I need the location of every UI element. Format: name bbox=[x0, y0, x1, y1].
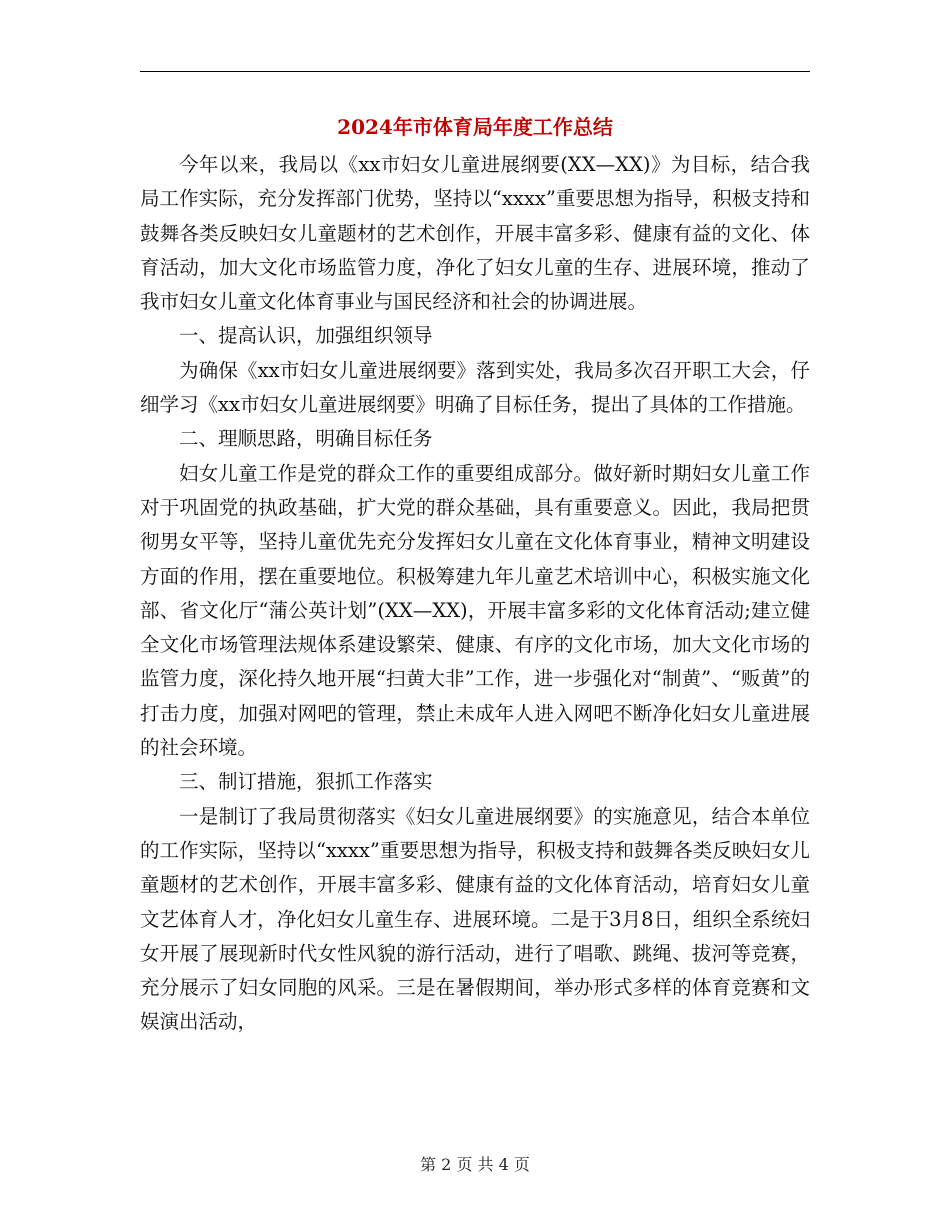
section-heading-1: 一、提高认识，加强组织领导 bbox=[179, 324, 433, 348]
section-heading-3: 三、制订措施，狠抓工作落实 bbox=[179, 770, 433, 794]
document-body bbox=[140, 148, 810, 1040]
section-heading-2: 二、理顺思路，明确目标任务 bbox=[179, 427, 433, 451]
paragraph-section-2: 妇女儿童工作是党的群众工作的重要组成部分。做好新时期妇女儿童工作对于巩固党的执政基础，扩大党的群众基础，具有重要意义。因此，我局把贯彻男女平等，坚持儿童优先充分发挥妇女儿童在文化体育事业，精神文明建设方面的作用，摆在重要地位。积极筹建九年儿童艺术培训中心，积极实施文化部、省文化厅“蒲公英计划”(XX—XX)，开展丰富多彩的文化体育活动;建立健全文化市场管理法规体系建设繁荣、健康、有序的文化市场，加大文化市场的监管力度，深化持久地开展“扫黄大非”工作，进一步强化对“制黄”、“贩黄”的打击力度，加强对网吧的管理，禁止未成年人进入网吧不断净化妇女儿童进展的社会环境。 bbox=[140, 461, 810, 760]
paragraph-intro: 今年以来，我局以《xx市妇女儿童进展纲要(XX—XX)》为目标，结合我局工作实际，充分发挥部门优势，坚持以“xxxx”重要思想为指导，积极支持和鼓舞各类反映妇女儿童题材的艺术创作，开展丰富多彩、健康有益的文化、体育活动，加大文化市场监管力度，净化了妇女儿童的生存、进展环境，推动了我市妇女儿童文化体育事业与国民经济和社会的协调进展。 bbox=[140, 153, 810, 314]
paragraph-section-3: 一是制订了我局贯彻落实《妇女儿童进展纲要》的实施意见，结合本单位的工作实际，坚持以“xxxx”重要思想为指导，积极支持和鼓舞各类反映妇女儿童题材的艺术创作，开展丰富多彩、健康有益的文化体育活动，培育妇女儿童文艺体育人才，净化妇女儿童生存、进展环境。二是于3月8日，组织全系统妇女开展了展现新时代女性风貌的游行活动，进行了唱歌、跳绳、拔河等竞赛，充分展示了妇女同胞的风采。三是在暑假期间，举办形式多样的体育竞赛和文娱演出活动， bbox=[140, 804, 810, 1034]
page-footer: 第 2 页 共 4 页 bbox=[420, 1155, 530, 1174]
header-rule bbox=[140, 71, 810, 72]
document-title: 2024年市体育局年度工作总结 bbox=[337, 115, 613, 139]
paragraph-section-1: 为确保《xx市妇女儿童进展纲要》落到实处，我局多次召开职工大会，仔细学习《xx市妇女儿童进展纲要》明确了目标任务，提出了具体的工作措施。 bbox=[140, 358, 810, 417]
